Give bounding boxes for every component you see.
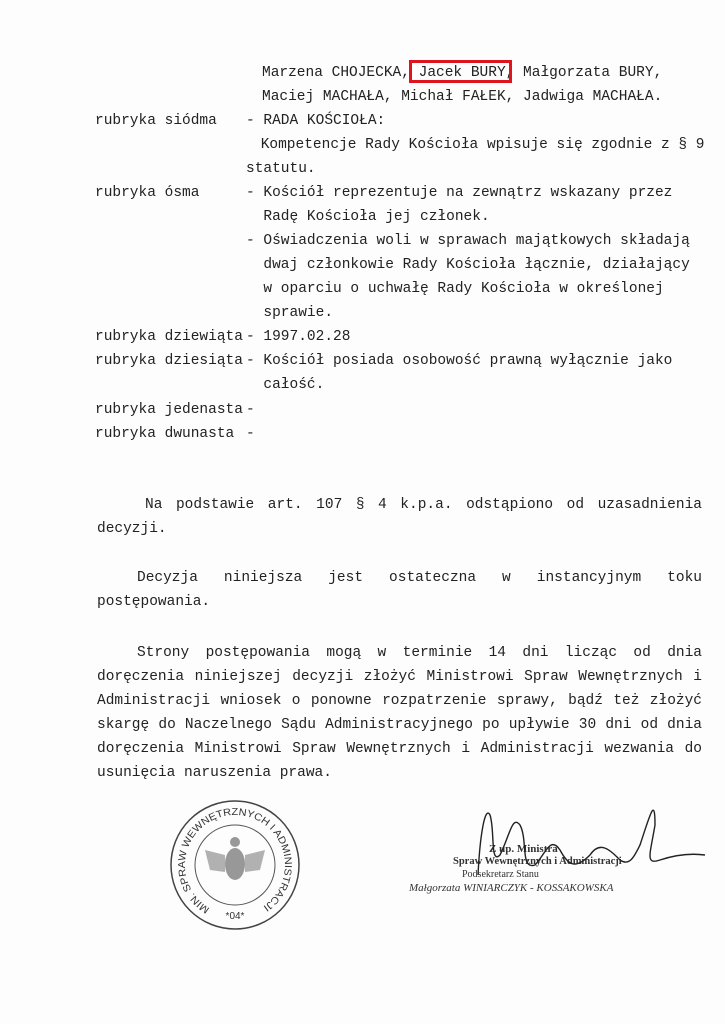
signatory-name: Małgorzata WINIARCZYK - KOSSAKOWSKA [409, 882, 614, 894]
paragraph-line: doręczenia Ministrowi Spraw Wewnętrznych i Administracji wezwania do [97, 741, 702, 757]
rubryka-text: Radę Kościoła jej członek. [246, 209, 490, 225]
signature-line-1: Z up. Ministra [489, 843, 558, 855]
paragraph-line: skargę do Naczelnego Sądu Administracyjnego po upływie 30 dni od dnia [97, 717, 702, 733]
rubryka-label: rubryka dwunasta [95, 426, 235, 442]
rubryka-text: - RADA KOŚCIOŁA: [246, 113, 386, 129]
rubryka-text: Kompetencje Rady Kościoła wpisuje się zgodnie z § 9 [252, 137, 705, 153]
paragraph-line: postępowania. [97, 594, 211, 610]
rubryka-text: - [246, 402, 255, 418]
rubryka-text: - Kościół posiada osobowość prawną wyłącznie jako [246, 353, 673, 369]
highlight-box [409, 60, 512, 83]
paragraph-line: Decyzja niniejsza jest ostateczna w instancyjnym toku [137, 570, 702, 586]
paragraph-line: decyzji. [97, 521, 167, 537]
rubryka-text: - [246, 426, 255, 442]
rubryka-text: - Kościół reprezentuje na zewnątrz wskazany przez [246, 185, 673, 201]
stamp-ring-text: MIN. SPRAW WEWNĘTRZNYCH I ADMINISTRACJI [176, 806, 294, 916]
paragraph-line: doręczenia niniejszej decyzji złożyć Ministrowi Spraw Wewnętrznych i [97, 669, 702, 685]
official-stamp [168, 798, 302, 932]
names-line-2: Maciej MACHAŁA, Michał FAŁEK, Jadwiga MACHAŁA. [262, 89, 663, 105]
rubryka-label: rubryka dziewiąta [95, 329, 243, 345]
paragraph-line: Na podstawie art. 107 § 4 k.p.a. odstąpiono od uzasadnienia [145, 497, 702, 513]
eagle-emblem-icon [205, 837, 265, 880]
handwritten-signature [450, 795, 710, 885]
rubryka-text: dwaj członkowie Rady Kościoła łącznie, działający [246, 257, 690, 273]
rubryka-label: rubryka dziesiąta [95, 353, 243, 369]
stamp-number: *04* [225, 911, 245, 922]
rubryka-text: statutu. [246, 161, 316, 177]
rubryka-text: sprawie. [246, 305, 334, 321]
signature-line-3: Podsekretarz Stanu [462, 869, 539, 880]
rubryka-text: całość. [246, 377, 325, 393]
signature-line-2: Spraw Wewnętrznych i Administracji [453, 856, 622, 867]
names-line-1: Marzena CHOJECKA, Jacek BURY, Małgorzata BURY, [262, 65, 663, 81]
rubryka-text: w oparciu o uchwałę Rady Kościoła w określonej [246, 281, 664, 297]
rubryka-label: rubryka siódma [95, 113, 217, 129]
rubryka-text: - 1997.02.28 [246, 329, 351, 345]
rubryka-label: rubryka ósma [95, 185, 200, 201]
paragraph-line: Strony postępowania mogą w terminie 14 dni licząc od dnia [137, 645, 702, 661]
rubryka-label: rubryka jedenasta [95, 402, 243, 418]
paragraph-line: usunięcia naruszenia prawa. [97, 765, 332, 781]
rubryka-text: - Oświadczenia woli w sprawach majątkowych składają [246, 233, 690, 249]
paragraph-line: Administracji wniosek o ponowne rozpatrzenie sprawy, bądź też złożyć [97, 693, 702, 709]
